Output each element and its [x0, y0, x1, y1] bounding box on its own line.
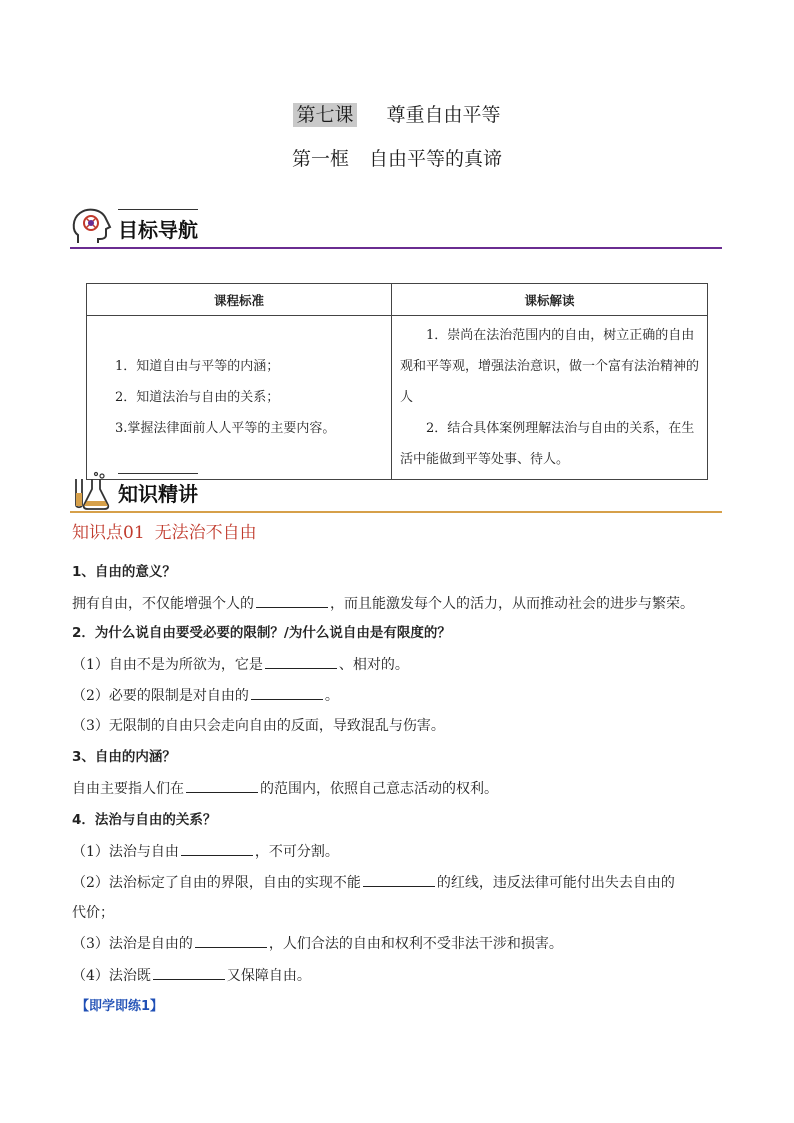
answer-text: （4）法治既 [72, 968, 151, 984]
answer-text: （1）自由不是为所欲为，它是 [72, 657, 263, 673]
answer-text: （2）必要的限制是对自由的 [72, 688, 249, 704]
fill-blank[interactable] [251, 685, 323, 700]
answer-text: （3）法治是自由的 [72, 936, 193, 952]
answer-text: 、相对的。 [338, 657, 409, 673]
standard-item: 3.掌握法律面前人人平等的主要内容。 [115, 421, 336, 436]
lesson-title-text: 尊重自由平等 [386, 104, 501, 126]
goal-section-label: 目标导航 [118, 218, 198, 242]
knowledge-point-text: 无法治不自由 [154, 523, 257, 543]
fill-blank[interactable] [186, 778, 258, 793]
answer-text: 。 [324, 688, 339, 704]
answer-line [72, 654, 724, 675]
answer-text: 又保障自由。 [226, 968, 311, 984]
question-heading: 4．法治与自由的关系？ [72, 812, 217, 828]
goal-section-rule [70, 247, 722, 249]
answer-line: （3）无限制的自由只会走向自由的反面，导致混乱与伤害。 [72, 718, 445, 734]
interpretation-item: 1．崇尚在法治范围内的自由，树立正确的自由观和平等观，增强法治意识，做一个富有法治精神的人 [400, 328, 700, 405]
answer-text: 的范围内，依照自己意志活动的权利。 [260, 781, 498, 797]
fill-blank[interactable] [363, 872, 435, 887]
table-header-right: 课标解读 [392, 284, 708, 316]
answer-text: 拥有自由，不仅能增强个人的 [72, 596, 254, 612]
knowledge-point-number: 知识点01 [72, 523, 145, 543]
answer-line [72, 933, 724, 954]
lesson-tag: 第七课 [293, 103, 356, 127]
answer-text: 的红线，违反法律可能付出失去自由的 [436, 875, 675, 891]
fill-blank[interactable] [153, 965, 225, 980]
fill-blank[interactable] [256, 593, 328, 608]
answer-text: （2）法治标定了自由的界限，自由的实现不能 [72, 875, 361, 891]
table-row [87, 316, 708, 480]
frame-tag: 第一框 [291, 148, 349, 170]
frame-title [0, 144, 794, 174]
goal-section-header [70, 209, 722, 249]
answer-line [72, 965, 724, 986]
interpretation-cell [392, 316, 708, 480]
question-heading: 2．为什么说自由要受必要的限制？/为什么说自由是有限度的？ [72, 625, 451, 641]
answer-line [72, 841, 724, 862]
answer-text: ，而且能激发每个人的活力，从而推动社会的进步与繁荣。 [330, 596, 694, 612]
answer-line [72, 685, 724, 706]
interpretation-item: 2．结合具体案例理解法治与自由的关系，在生活中能做到平等处事、待人。 [400, 421, 695, 467]
lesson-title [0, 100, 794, 130]
standards-table [86, 283, 708, 480]
answer-line [72, 872, 724, 893]
knowledge-section-label: 知识精讲 [118, 482, 198, 506]
answer-line: 代价； [72, 905, 114, 921]
standard-item: 2．知道法治与自由的关系； [115, 390, 280, 405]
head-brain-icon [70, 207, 114, 247]
question-heading: 1、自由的意义？ [72, 564, 176, 580]
standards-cell [87, 316, 392, 480]
fill-blank[interactable] [181, 841, 253, 856]
table-header-row [87, 284, 708, 316]
frame-title-text: 自由平等的真谛 [369, 148, 503, 170]
fill-blank[interactable] [265, 654, 337, 669]
standard-item: 1．知道自由与平等的内涵； [115, 359, 280, 374]
answer-text: ，人们合法的自由和权利不受非法干涉和损害。 [268, 936, 563, 952]
answer-line [72, 593, 724, 614]
table-header-left: 课程标准 [87, 284, 392, 316]
answer-text: （1）法治与自由 [72, 844, 179, 860]
answer-text: 自由主要指人们在 [72, 781, 184, 797]
lab-flask-icon [70, 471, 114, 511]
knowledge-point-title [72, 520, 257, 546]
knowledge-section-rule [70, 511, 722, 513]
exercise-label: 【即学即练1】 [76, 999, 164, 1014]
answer-line [72, 778, 724, 799]
question-heading: 3、自由的内涵？ [72, 749, 176, 765]
answer-text: ，不可分割。 [254, 844, 339, 860]
fill-blank[interactable] [195, 933, 267, 948]
knowledge-section-header [70, 473, 722, 513]
